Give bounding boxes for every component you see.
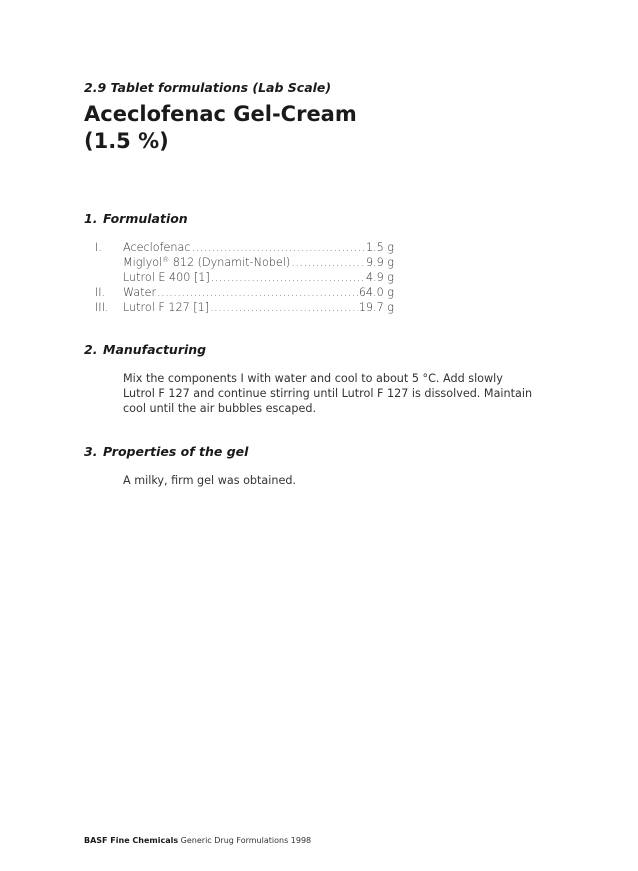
manufacturing-heading — [84, 342, 206, 357]
manufacturing-title: Manufacturing — [103, 342, 207, 357]
ingredient-name: Aceclofenac — [123, 241, 191, 254]
ingredient-name: Water — [123, 286, 157, 299]
row-numeral: I. — [95, 241, 102, 254]
registered-mark: ® — [162, 256, 170, 264]
paragraph-line: Lutrol F 127 and continue stirring until Lutrol F 127 is dissolved. Maintain — [123, 387, 533, 400]
paragraph-line: Mix the components I with water and cool to about 5 °C. Add slowly — [123, 372, 503, 385]
paragraph-line: cool until the air bubbles escaped. — [123, 402, 317, 415]
section-label: 2.9 Tablet formulations (Lab Scale) — [84, 80, 332, 95]
leader-dots — [192, 240, 365, 255]
leader-dots — [210, 300, 358, 315]
ingredient-name: Miglyol® 812 (Dynamit-Nobel) — [123, 256, 291, 269]
manufacturing-number: 2. — [84, 342, 98, 357]
formulation-number: 1. — [84, 211, 98, 226]
page-footer — [84, 836, 311, 845]
ingredient-name: Lutrol E 400 [1] — [123, 271, 210, 284]
leader-dots — [157, 285, 358, 300]
row-numeral: III. — [95, 301, 109, 314]
formulation-row — [84, 255, 394, 270]
leader-dots — [291, 255, 365, 270]
ingredient-amount: 9.9 g — [365, 256, 394, 269]
ingredient-amount: 1.5 g — [365, 241, 394, 254]
formulation-row — [84, 240, 394, 255]
properties-text: A milky, firm gel was obtained. — [123, 474, 297, 487]
properties-title: Properties of the gel — [103, 444, 249, 459]
footer-text: Generic Drug Formulations 1998 — [178, 836, 312, 845]
footer-brand: BASF Fine Chemicals — [84, 836, 179, 845]
ingredient-amount: 4.9 g — [365, 271, 394, 284]
formulation-row — [84, 285, 394, 300]
ingredient-name: Lutrol F 127 [1] — [123, 301, 210, 314]
formulation-row — [84, 300, 394, 315]
formulation-heading — [84, 211, 188, 226]
formulation-table — [84, 240, 394, 315]
properties-heading — [84, 444, 248, 459]
row-numeral: II. — [95, 286, 106, 299]
title-line-1: Aceclofenac Gel-Cream — [84, 102, 357, 126]
ingredient-amount: 64.0 g — [358, 286, 394, 299]
formulation-row — [84, 270, 394, 285]
title-line-2: (1.5 %) — [84, 129, 169, 153]
page-title — [84, 101, 357, 155]
leader-dots — [211, 270, 365, 285]
formulation-title: Formulation — [103, 211, 188, 226]
properties-number: 3. — [84, 444, 98, 459]
manufacturing-text — [123, 371, 543, 416]
ingredient-amount: 19.7 g — [358, 301, 394, 314]
